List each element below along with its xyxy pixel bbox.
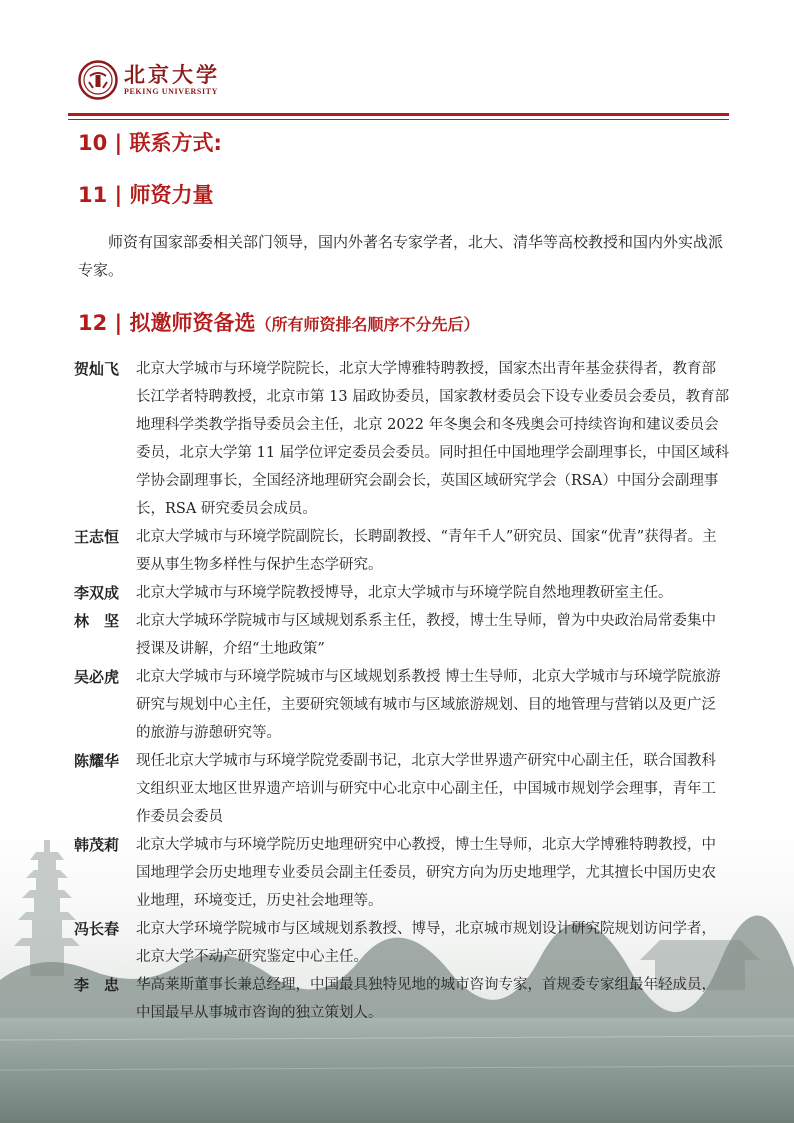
faculty-name: 陈耀华	[74, 752, 120, 770]
header-logo	[78, 58, 220, 102]
section-title-faculty: 11 | 师资力量	[78, 183, 214, 207]
faculty-row	[74, 607, 734, 663]
faculty-row	[74, 663, 734, 747]
faculty-description: 北京大学城市与环境学院院长，北京大学博雅特聘教授，国家杰出青年基金获得者，教育部长江学者特聘教授，北京市第 13 届政协委员，国家教材委员会下设专业委员会委员，教育部地理科学类教学指导委员会主任，北京 2022 年冬奥会和冬残奥会可持续咨询和建议委员会委员，北京大学第 11 届学位评定委员会委员。同时担任中国地理学会副理事长，中国区域科学协会副理事长，全国经济地理研究会副会长，英国区域研究学会（RSA）中国分会副理事长，RSA 研究委员会成员。	[136, 361, 730, 517]
section-title-note: （所有师资排名顺序不分先后）	[255, 315, 480, 334]
header-rule-thin	[68, 119, 729, 120]
peking-university-seal-icon	[78, 60, 118, 100]
faculty-name: 林 坚	[74, 612, 120, 630]
faculty-description: 华高莱斯董事长兼总经理，中国最具独特见地的城市咨询专家，首规委专家组最年轻成员，中国最早从事城市咨询的独立策划人。	[136, 977, 716, 1021]
faculty-description: 北京大学城市与环境学院教授博导，北京大学城市与环境学院自然地理教研室主任。	[136, 585, 673, 601]
faculty-name: 冯长春	[74, 920, 120, 938]
brand-name-cn: 北京大学	[124, 62, 220, 87]
header-rule-thick	[68, 113, 729, 116]
faculty-description: 北京大学城环学院城市与区域规划系系主任，教授，博士生导师，曾为中央政治局常委集中授课及讲解，介绍“土地政策”	[136, 613, 716, 657]
faculty-name: 韩茂莉	[74, 836, 120, 854]
lake-water	[0, 1018, 794, 1123]
faculty-description: 现任北京大学城市与环境学院党委副书记，北京大学世界遗产研究中心副主任，联合国教科文组织亚太地区世界遗产培训与研究中心北京中心副主任，中国城市规划学会理事，青年工作委员会委员	[136, 753, 716, 825]
faculty-row	[74, 523, 734, 579]
faculty-name: 王志恒	[74, 528, 120, 546]
faculty-row	[74, 971, 734, 1027]
faculty-list	[74, 355, 734, 1027]
faculty-name: 李 忠	[74, 976, 120, 994]
section-title-text: 12 | 拟邀师资备选	[78, 311, 256, 335]
faculty-description: 北京大学城市与环境学院历史地理研究中心教授，博士生导师，北京大学博雅特聘教授，中国地理学会历史地理专业委员会副主任委员，研究方向为历史地理学，尤其擅长中国历史农业地理，环境变迁，历史社会地理等。	[136, 837, 716, 909]
faculty-description: 北京大学城市与环境学院城市与区域规划系教授 博士生导师，北京大学城市与环境学院旅游研究与规划中心主任，主要研究领域有城市与区域旅游规划、目的地管理与营销以及更广泛的旅游与游憩研究等。	[136, 669, 721, 741]
faculty-description: 北京大学环境学院城市与区域规划系教授、博导，北京城市规划设计研究院规划访问学者，北京大学不动产研究鉴定中心主任。	[136, 921, 716, 965]
faculty-row	[74, 355, 734, 523]
faculty-name: 吴必虎	[74, 668, 120, 686]
faculty-name: 贺灿飞	[74, 360, 120, 378]
section-title-invited-faculty	[78, 309, 480, 339]
faculty-row	[74, 831, 734, 915]
faculty-row	[74, 915, 734, 971]
faculty-description: 北京大学城市与环境学院副院长，长聘副教授、“青年千人”研究员、国家“优青”获得者。主要从事生物多样性与保护生态学研究。	[136, 529, 717, 573]
faculty-intro-paragraph: 师资有国家部委相关部门领导，国内外著名专家学者，北大、清华等高校教授和国内外实战派专家。	[78, 233, 724, 279]
brand-name-en: PEKING UNIVERSITY	[124, 87, 218, 96]
faculty-name: 李双成	[74, 584, 120, 602]
faculty-row	[74, 747, 734, 831]
faculty-row	[74, 579, 734, 607]
section-title-contact: 10 | 联系方式:	[78, 131, 222, 155]
